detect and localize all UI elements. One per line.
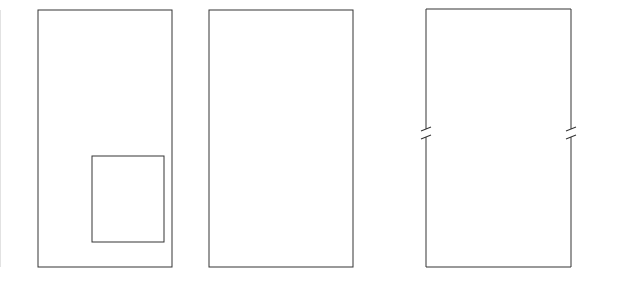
panel-b-frame: [209, 10, 353, 267]
axis-break: [421, 127, 576, 139]
panel-a: [38, 10, 172, 267]
inset-frame: [92, 156, 164, 242]
panel-b: [0, 10, 353, 267]
panel-c: [421, 9, 576, 267]
